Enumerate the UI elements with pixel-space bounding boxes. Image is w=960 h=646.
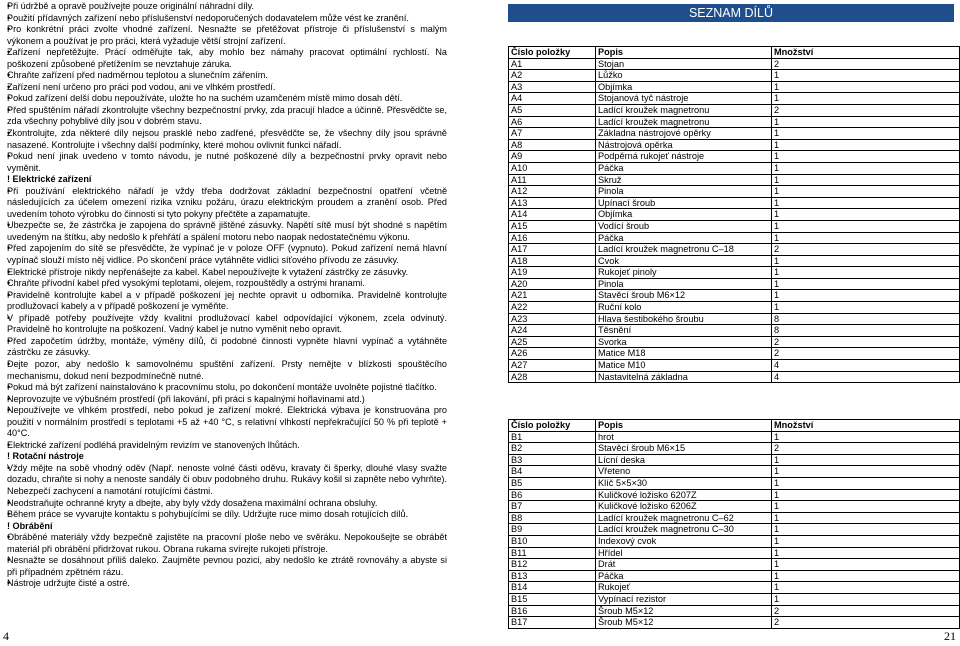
- cell-item-number: B16: [509, 605, 596, 617]
- cell-quantity: 1: [772, 93, 960, 105]
- table-row: [509, 535, 960, 547]
- table-row: [509, 570, 960, 582]
- parts-table-b: [508, 419, 960, 629]
- cell-quantity: 2: [772, 244, 960, 256]
- cell-quantity: 1: [772, 255, 960, 267]
- cell-description: Objímka: [596, 81, 772, 93]
- cell-quantity: 1: [772, 489, 960, 501]
- table-row: [509, 104, 960, 116]
- cell-quantity: 1: [772, 535, 960, 547]
- cell-description: Svorka: [596, 336, 772, 348]
- cell-item-number: A9: [509, 151, 596, 163]
- cell-description: Páčka: [596, 162, 772, 174]
- table-row: [509, 70, 960, 82]
- bullet-item: • Před započetím údržby, montáže, výměny dílů, či podobné činnosti vypněte hlavní vypínač a vytáhněte zástrčku ze zásuvky.: [7, 336, 447, 359]
- cell-description: Nástrojová opěrka: [596, 139, 772, 151]
- cell-item-number: A13: [509, 197, 596, 209]
- cell-quantity: 8: [772, 325, 960, 337]
- cell-description: Ruční kolo: [596, 302, 772, 314]
- cell-quantity: 1: [772, 232, 960, 244]
- cell-quantity: 2: [772, 336, 960, 348]
- cell-description: Ladící kroužek magnetronu: [596, 116, 772, 128]
- cell-quantity: 2: [772, 617, 960, 629]
- table-row: [509, 443, 960, 455]
- cell-description: Kuličkové ložisko 6207Z: [596, 489, 772, 501]
- table-row: [509, 232, 960, 244]
- table-row: [509, 197, 960, 209]
- cell-item-number: A3: [509, 81, 596, 93]
- table-row: [509, 348, 960, 360]
- cell-quantity: 1: [772, 547, 960, 559]
- cell-quantity: 4: [772, 360, 960, 372]
- cell-item-number: B10: [509, 535, 596, 547]
- table-row: [509, 454, 960, 466]
- table-row: [509, 593, 960, 605]
- cell-item-number: B13: [509, 570, 596, 582]
- cell-item-number: B4: [509, 466, 596, 478]
- cell-description: Matice M10: [596, 360, 772, 372]
- table-row: [509, 325, 960, 337]
- table-header-row: [509, 47, 960, 59]
- cell-item-number: A21: [509, 290, 596, 302]
- bullet-item: • Pro konkrétní práci zvolte vhodné zařízení. Nesnažte se přetěžovat přístroje či příslušenství s malým výkonem a používat je pro práci, která vyžaduje větší strojní zařízení.: [7, 24, 447, 47]
- cell-quantity: 1: [772, 302, 960, 314]
- cell-quantity: 1: [772, 512, 960, 524]
- cell-quantity: 1: [772, 466, 960, 478]
- cell-description: Ladící kroužek magnetronu C–30: [596, 524, 772, 536]
- cell-quantity: 1: [772, 570, 960, 582]
- cell-item-number: A26: [509, 348, 596, 360]
- cell-quantity: 2: [772, 443, 960, 455]
- table-row: [509, 524, 960, 536]
- cell-description: Pinola: [596, 186, 772, 198]
- cell-item-number: B14: [509, 582, 596, 594]
- table-row: [509, 313, 960, 325]
- bullet-item: • Zařízení nepřetěžujte. Prácí odměřujte tak, aby mohlo bez námahy pracovat optimální rychlostí. Na poškození způsobené přetížením se nevztahuje záruka.: [7, 47, 447, 70]
- cell-description: Klíč 5×5×30: [596, 477, 772, 489]
- cell-quantity: 1: [772, 197, 960, 209]
- bullet-item: • Nesnažte se dosáhnout příliš daleko. Zaujměte pevnou pozici, aby nedošlo ke ztrátě rovnováhy a abyste si při případném zpětném rázu.: [7, 555, 447, 578]
- cell-quantity: 1: [772, 267, 960, 279]
- table-row: [509, 278, 960, 290]
- cell-quantity: 1: [772, 477, 960, 489]
- table-row: [509, 151, 960, 163]
- cell-item-number: B15: [509, 593, 596, 605]
- bullet-item: • Elektrické přístroje nikdy nepřenášejte za kabel. Kabel nepoužívejte k vytažení zástrčky ze zásuvky.: [7, 267, 447, 279]
- table-row: [509, 371, 960, 383]
- cell-item-number: A23: [509, 313, 596, 325]
- table-row: [509, 139, 960, 151]
- cell-item-number: A4: [509, 93, 596, 105]
- cell-quantity: 1: [772, 162, 960, 174]
- cell-item-number: A12: [509, 186, 596, 198]
- table-row: [509, 559, 960, 571]
- table-header-row: [509, 420, 960, 432]
- bullet-item: • Pravidelně kontrolujte kabel a v případě poškození jej nechte opravit u odborníka. Pravidelně kontrolujte prodlužovací kabely a v případě poškození je vyměňte.: [7, 290, 447, 313]
- cell-item-number: A14: [509, 209, 596, 221]
- cell-item-number: A6: [509, 116, 596, 128]
- table-row: [509, 336, 960, 348]
- page-number-left: 4: [3, 629, 9, 643]
- cell-quantity: 1: [772, 501, 960, 513]
- bullet-item: • V případě potřeby používejte vždy kvalitní prodlužovací kabel odpovídající výkonem, zcela odvinutý. Pravidelně ho kontrolujte na poškození. Vadný kabel je nutno vyměnit nebo opravit.: [7, 313, 447, 336]
- table-row: [509, 267, 960, 279]
- bullet-item: • Chraňte přívodní kabel před vysokými teplotami, olejem, rozpouštědly a ostrými hranami.: [7, 278, 447, 290]
- cell-description: Lůžko: [596, 70, 772, 82]
- cell-description: Vypínací rezistor: [596, 593, 772, 605]
- cell-description: Podpěrná rukojeť nástroje: [596, 151, 772, 163]
- bullet-item: • Nástroje udržujte čisté a ostré.: [7, 578, 447, 590]
- cell-item-number: A5: [509, 104, 596, 116]
- cell-item-number: B9: [509, 524, 596, 536]
- cell-item-number: A25: [509, 336, 596, 348]
- bullet-item: • Elektrické zařízení podléhá pravidelným revizím ve stanovených lhůtách.: [7, 440, 447, 452]
- cell-item-number: B1: [509, 431, 596, 443]
- cell-quantity: 1: [772, 278, 960, 290]
- cell-description: Objímka: [596, 209, 772, 221]
- header-description: Popis: [596, 47, 772, 59]
- cell-item-number: A17: [509, 244, 596, 256]
- header-item-number: Číslo položky: [509, 47, 596, 59]
- table-row: [509, 174, 960, 186]
- cell-item-number: A2: [509, 70, 596, 82]
- bullet-item: • Pokud zařízení delší dobu nepoužíváte, uložte ho na suchém uzamčeném místě mimo dosah dětí.: [7, 93, 447, 105]
- cell-item-number: A22: [509, 302, 596, 314]
- bullet-item: • Při údržbě a opravě používejte pouze originální náhradní díly.: [7, 1, 447, 13]
- bullet-item: • Před zapojením do sítě se přesvědčte, že vypínač je v poloze OFF (vypnuto). Pokud zařízení nemá hlavní vypínač slouží místo něj vidlice. Po skončení práce vytáhněte vidlici síťového přívodu ze zásuvky.: [7, 243, 447, 266]
- cell-description: Indexový cvok: [596, 535, 772, 547]
- cell-quantity: 1: [772, 151, 960, 163]
- table-row: [509, 605, 960, 617]
- cell-description: Hřídel: [596, 547, 772, 559]
- table-row: [509, 116, 960, 128]
- section-heading: ! Elektrické zařízení: [7, 174, 92, 185]
- cell-quantity: 2: [772, 104, 960, 116]
- table-row: [509, 477, 960, 489]
- cell-quantity: 1: [772, 81, 960, 93]
- table-row: [509, 255, 960, 267]
- cell-description: Cvok: [596, 255, 772, 267]
- cell-item-number: A27: [509, 360, 596, 372]
- table-row: [509, 302, 960, 314]
- cell-description: hrot: [596, 431, 772, 443]
- bullet-item: • Během práce se vyvarujte kontaktu s pohybujícími se díly. Udržujte ruce mimo dosah rotujících dílů.: [7, 509, 447, 521]
- bullet-item: • Při používání elektrického nářadí je vždy třeba dodržovat základní bezpečnostní opatření včetně následujících za účelem omezení rizika vzniku požáru, úrazu elektrickým proudem a zranění osob. Před uvedením tohoto výrobku do činnosti si tyto pokyny přečtěte a zapamatujte.: [7, 186, 447, 221]
- header-item-number: Číslo položky: [509, 420, 596, 432]
- bullet-item: • Chraňte zařízení před nadměrnou teplotou a slunečním zářením.: [7, 70, 447, 82]
- cell-description: Lícní deska: [596, 454, 772, 466]
- header-quantity: Množství: [772, 420, 960, 432]
- cell-description: Vodící šroub: [596, 220, 772, 232]
- bullet-item: • Zkontrolujte, zda některé díly nejsou prasklé nebo zadřené, přesvědčte se, že všechny díly jsou správně nasazené. Kontrolujte i všechny další podmínky, které mohou ovlivnit funkci nářadí.: [7, 128, 447, 151]
- table-row: [509, 582, 960, 594]
- section-heading: ! Rotační nástroje: [7, 451, 84, 462]
- cell-item-number: A1: [509, 58, 596, 70]
- cell-item-number: A18: [509, 255, 596, 267]
- cell-item-number: A7: [509, 128, 596, 140]
- bullet-item: • Vždy mějte na sobě vhodný oděv (Např. nenoste volné části oděvu, kravaty či šperky, dlouhé vlasy svažte dozadu, chraňte si nohy a nenoste sandály či obuv podobného druhu. Rukávy košil si zapněte nebo vyhrňte). Nebezpečí zachycení a namotání rotujícími částmi.: [7, 463, 447, 498]
- cell-description: Stavěcí šroub M6×12: [596, 290, 772, 302]
- cell-description: Ladící kroužek magnetronu C–62: [596, 512, 772, 524]
- cell-description: Ladící kroužek magnetronu: [596, 104, 772, 116]
- cell-description: Ladící kroužek magnetronu C–18: [596, 244, 772, 256]
- cell-item-number: A24: [509, 325, 596, 337]
- cell-quantity: 1: [772, 524, 960, 536]
- cell-description: Drát: [596, 559, 772, 571]
- cell-item-number: B2: [509, 443, 596, 455]
- cell-item-number: B17: [509, 617, 596, 629]
- cell-item-number: A19: [509, 267, 596, 279]
- bullet-item: • Pokud má být zařízení nainstalováno k pracovnímu stolu, po dokončení montáže uvolněte pojistné tlačítko.: [7, 382, 447, 394]
- table-row: [509, 58, 960, 70]
- cell-quantity: 1: [772, 209, 960, 221]
- cell-item-number: A20: [509, 278, 596, 290]
- cell-item-number: B12: [509, 559, 596, 571]
- table-row: [509, 360, 960, 372]
- cell-description: Pinola: [596, 278, 772, 290]
- table-row: [509, 186, 960, 198]
- table-row: [509, 501, 960, 513]
- header-description: Popis: [596, 420, 772, 432]
- cell-item-number: B3: [509, 454, 596, 466]
- cell-quantity: 1: [772, 186, 960, 198]
- bullet-item: • Pokud není jinak uvedeno v tomto návodu, je nutné poškozené díly a bezpečnostní prvky opravit nebo vyměnit.: [7, 151, 447, 174]
- cell-item-number: B5: [509, 477, 596, 489]
- cell-description: Stojanová tyč nástroje: [596, 93, 772, 105]
- table-row: [509, 162, 960, 174]
- cell-description: Základna nástrojové opěrky: [596, 128, 772, 140]
- cell-description: Páčka: [596, 232, 772, 244]
- cell-description: Těsnění: [596, 325, 772, 337]
- bullet-item: • Před spuštěním nářadí zkontrolujte všechny bezpečnostní prvky, zda pracují hladce a účinně. Přesvědčte se, zda všechny pohyblivé díly jsou v dobrém stavu.: [7, 105, 447, 128]
- cell-description: Skruž: [596, 174, 772, 186]
- cell-description: Hlava šestibokého šroubu: [596, 313, 772, 325]
- cell-item-number: A11: [509, 174, 596, 186]
- cell-description: Nastavitelná základna: [596, 371, 772, 383]
- cell-quantity: 1: [772, 582, 960, 594]
- cell-item-number: B6: [509, 489, 596, 501]
- bullet-item: • Zařízení není určeno pro práci pod vodou, ani ve vlhkém prostředí.: [7, 82, 447, 94]
- table-row: [509, 290, 960, 302]
- cell-quantity: 2: [772, 348, 960, 360]
- table-row: [509, 547, 960, 559]
- cell-quantity: 1: [772, 454, 960, 466]
- header-quantity: Množství: [772, 47, 960, 59]
- bullet-item: • Obráběné materiály vždy bezpečně zajistěte na pracovní ploše nebo ve svěráku. Nepokoušejte se obrábět materiál při obrábění přidržovat rukou. Obrana rukama svírejte rukojeti přístroje.: [7, 532, 447, 555]
- table-row: [509, 512, 960, 524]
- table-row: [509, 489, 960, 501]
- table-row: [509, 617, 960, 629]
- table-row: [509, 93, 960, 105]
- parts-list-title: SEZNAM DÍLŮ: [508, 4, 954, 22]
- cell-description: Stavěcí šroub M6×15: [596, 443, 772, 455]
- cell-description: Šroub M5×12: [596, 605, 772, 617]
- cell-quantity: 1: [772, 128, 960, 140]
- cell-item-number: B8: [509, 512, 596, 524]
- cell-description: Upínací šroub: [596, 197, 772, 209]
- cell-item-number: B11: [509, 547, 596, 559]
- cell-description: Stojan: [596, 58, 772, 70]
- table-row: [509, 466, 960, 478]
- table-row: [509, 209, 960, 221]
- left-page-text: [7, 1, 447, 590]
- table-row: [509, 220, 960, 232]
- table-row: [509, 81, 960, 93]
- cell-quantity: 2: [772, 605, 960, 617]
- cell-description: Kuličkové ložisko 6206Z: [596, 501, 772, 513]
- bullet-item: • Použití přídavných zařízení nebo příslušenství nedoporučených dodavatelem může vést ke zranění.: [7, 13, 447, 25]
- table-row: [509, 128, 960, 140]
- bullet-item: • Nepoužívejte ve vlhkém prostředí, nebo pokud je zařízení mokré. Elektrická výbava je konstruována pro použití v normálním prostředí s teplotami +5 až +40 °C, s relativní vlhkostí nepřekračující 50 % při teplotě + 40°C.: [7, 405, 447, 440]
- cell-quantity: 1: [772, 220, 960, 232]
- table-row: [509, 431, 960, 443]
- cell-description: Rukojeť: [596, 582, 772, 594]
- cell-quantity: 2: [772, 58, 960, 70]
- cell-item-number: A10: [509, 162, 596, 174]
- bullet-item: • Dejte pozor, aby nedošlo k samovolnému spuštění zařízení. Prsty nemějte v blízkosti spouštěcího mechanismu, dokud není bezpodmínečně nutné.: [7, 359, 447, 382]
- cell-quantity: 1: [772, 139, 960, 151]
- cell-description: Šroub M5×12: [596, 617, 772, 629]
- cell-item-number: B7: [509, 501, 596, 513]
- cell-quantity: 1: [772, 116, 960, 128]
- cell-description: Rukojeť pinoly: [596, 267, 772, 279]
- bullet-item: • Neprovozujte ve výbušném prostředí (při lakování, při práci s kapalnými hořlavinami atd.): [7, 394, 447, 406]
- cell-item-number: A28: [509, 371, 596, 383]
- bullet-item: • Ubezpečte se, že zástrčka je zapojena do správně jištěné zásuvky. Napětí sítě musí být shodné s napětím uvedeným na štítku, aby nedošlo k přehřátí a spálení motoru nebo naopak nedostatečnému výkonu.: [7, 220, 447, 243]
- bullet-item: • Neodstraňujte ochranné kryty a dbejte, aby byly vždy dosažena maximální ochrana obsluhy.: [7, 498, 447, 510]
- cell-item-number: A8: [509, 139, 596, 151]
- cell-quantity: 1: [772, 290, 960, 302]
- cell-description: Páčka: [596, 570, 772, 582]
- cell-quantity: 4: [772, 371, 960, 383]
- cell-item-number: A16: [509, 232, 596, 244]
- page-number-right: 21: [944, 629, 956, 643]
- cell-item-number: A15: [509, 220, 596, 232]
- section-heading: ! Obrábění: [7, 520, 53, 531]
- cell-quantity: 1: [772, 431, 960, 443]
- cell-quantity: 1: [772, 593, 960, 605]
- cell-quantity: 1: [772, 559, 960, 571]
- cell-description: Matice M18: [596, 348, 772, 360]
- table-row: [509, 244, 960, 256]
- parts-table-a: [508, 46, 960, 383]
- cell-quantity: 8: [772, 313, 960, 325]
- cell-description: Vřeteno: [596, 466, 772, 478]
- cell-quantity: 1: [772, 70, 960, 82]
- cell-quantity: 1: [772, 174, 960, 186]
